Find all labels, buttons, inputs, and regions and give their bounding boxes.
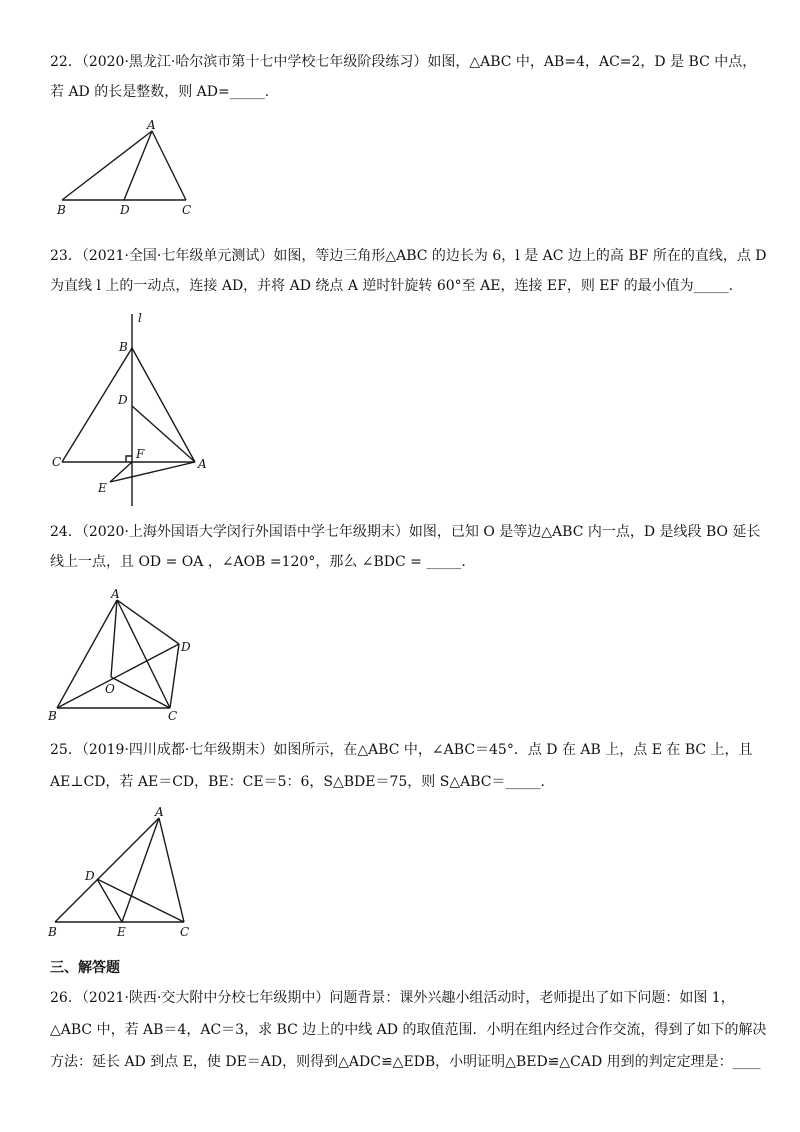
- q23-seg-ba: [132, 348, 195, 462]
- q25-seg-ba: [55, 818, 159, 922]
- q25-label-d: D: [85, 869, 95, 883]
- q22-label-c: C: [182, 203, 192, 217]
- q24-text-line1: 24．（2020·上海外国语大学闵行外国语中学七年级期末）如图，已知 O 是等边△ABC 内一点，D 是线段 BO 延长: [50, 524, 761, 540]
- q23-seg-ae: [110, 462, 195, 482]
- q23-label-l: l: [138, 311, 142, 325]
- q23-label-e: E: [98, 481, 107, 495]
- q24-figure: [45, 585, 205, 725]
- q23-text-line1: 23．（2021·全国·七年级单元测试）如图，等边三角形△ABC 的边长为 6，l 是 AC 边上的高 BF 所在的直线，点 D: [50, 248, 767, 264]
- section-heading: 三、解答题: [50, 960, 120, 976]
- q25-seg-ac: [159, 818, 184, 922]
- q25-text-line2: AE⊥CD，若 AE＝CD，BE：CE＝5：6，S△BDE＝75，则 S△ABC＝_____.: [50, 774, 545, 790]
- q23-label-b: B: [119, 340, 128, 354]
- q23-figure: [50, 306, 230, 511]
- q23-label-a: A: [198, 457, 207, 471]
- q25-label-e: E: [117, 925, 126, 939]
- q23-label-f: F: [136, 447, 145, 461]
- q25-text-line1: 25．（2019·四川成都·七年级期末）如图所示，在△ABC 中，∠ABC＝45°．点 D 在 AB 上，点 E 在 BC 上，且: [50, 742, 753, 758]
- q24-label-a: A: [111, 587, 120, 601]
- q25-figure: [45, 805, 205, 940]
- q26-text-line3: 方法：延长 AD 到点 E，使 DE＝AD，则得到△ADC≌△EDB，小明证明△BED≌△CAD 用到的判定定理是：____: [50, 1054, 761, 1070]
- q24-label-d: D: [181, 640, 191, 654]
- q22-text-line2: 若 AD 的长是整数，则 AD=_____.: [50, 84, 270, 100]
- q24-label-o: O: [105, 682, 115, 696]
- q23-text-line2: 为直线 l 上的一动点，连接 AD，并将 AD 绕点 A 逆时针旋转 60°至 AE，连接 EF，则 EF 的最小值为_____.: [50, 278, 734, 294]
- q24-seg-dc: [170, 644, 179, 708]
- q23-label-c: C: [52, 455, 62, 469]
- q24-label-b: B: [48, 709, 57, 723]
- q22-figure: [50, 115, 220, 220]
- q22-label-b: B: [57, 203, 66, 217]
- q24-label-c: C: [168, 709, 178, 723]
- q22-text-line1: 22．（2020·黑龙江·哈尔滨市第十七中学校七年级阶段练习）如图，△ABC 中，AB=4，AC=2，D 是 BC 中点，: [50, 54, 757, 70]
- q23-right-angle-mark: [126, 456, 132, 462]
- q25-label-a: A: [155, 805, 164, 819]
- q23-label-d: D: [118, 393, 128, 407]
- q24-text-line2: 线上一点，且 OD = OA ，∠AOB =120°，那么 ∠BDC = _____.: [50, 554, 466, 570]
- q24-seg-oa: [111, 600, 117, 677]
- q24-seg-ac: [117, 600, 170, 708]
- q22-label-d: D: [120, 203, 130, 217]
- q26-text-line2: △ABC 中，若 AB＝4，AC＝3，求 BC 边上的中线 AD 的取值范围．小明在组内经过合作交流，得到了如下的解决: [50, 1022, 767, 1038]
- q25-label-c: C: [180, 925, 190, 939]
- q24-seg-oc: [111, 677, 170, 708]
- q22-seg-ac: [152, 131, 186, 200]
- q22-label-a: A: [147, 118, 156, 132]
- q24-seg-ad: [117, 600, 179, 644]
- q26-text-line1: 26．（2021·陕西·交大附中分校七年级期中）问题背景：课外兴趣小组活动时，老师提出了如下问题：如图 1，: [50, 990, 735, 1006]
- q25-label-b: B: [48, 925, 57, 939]
